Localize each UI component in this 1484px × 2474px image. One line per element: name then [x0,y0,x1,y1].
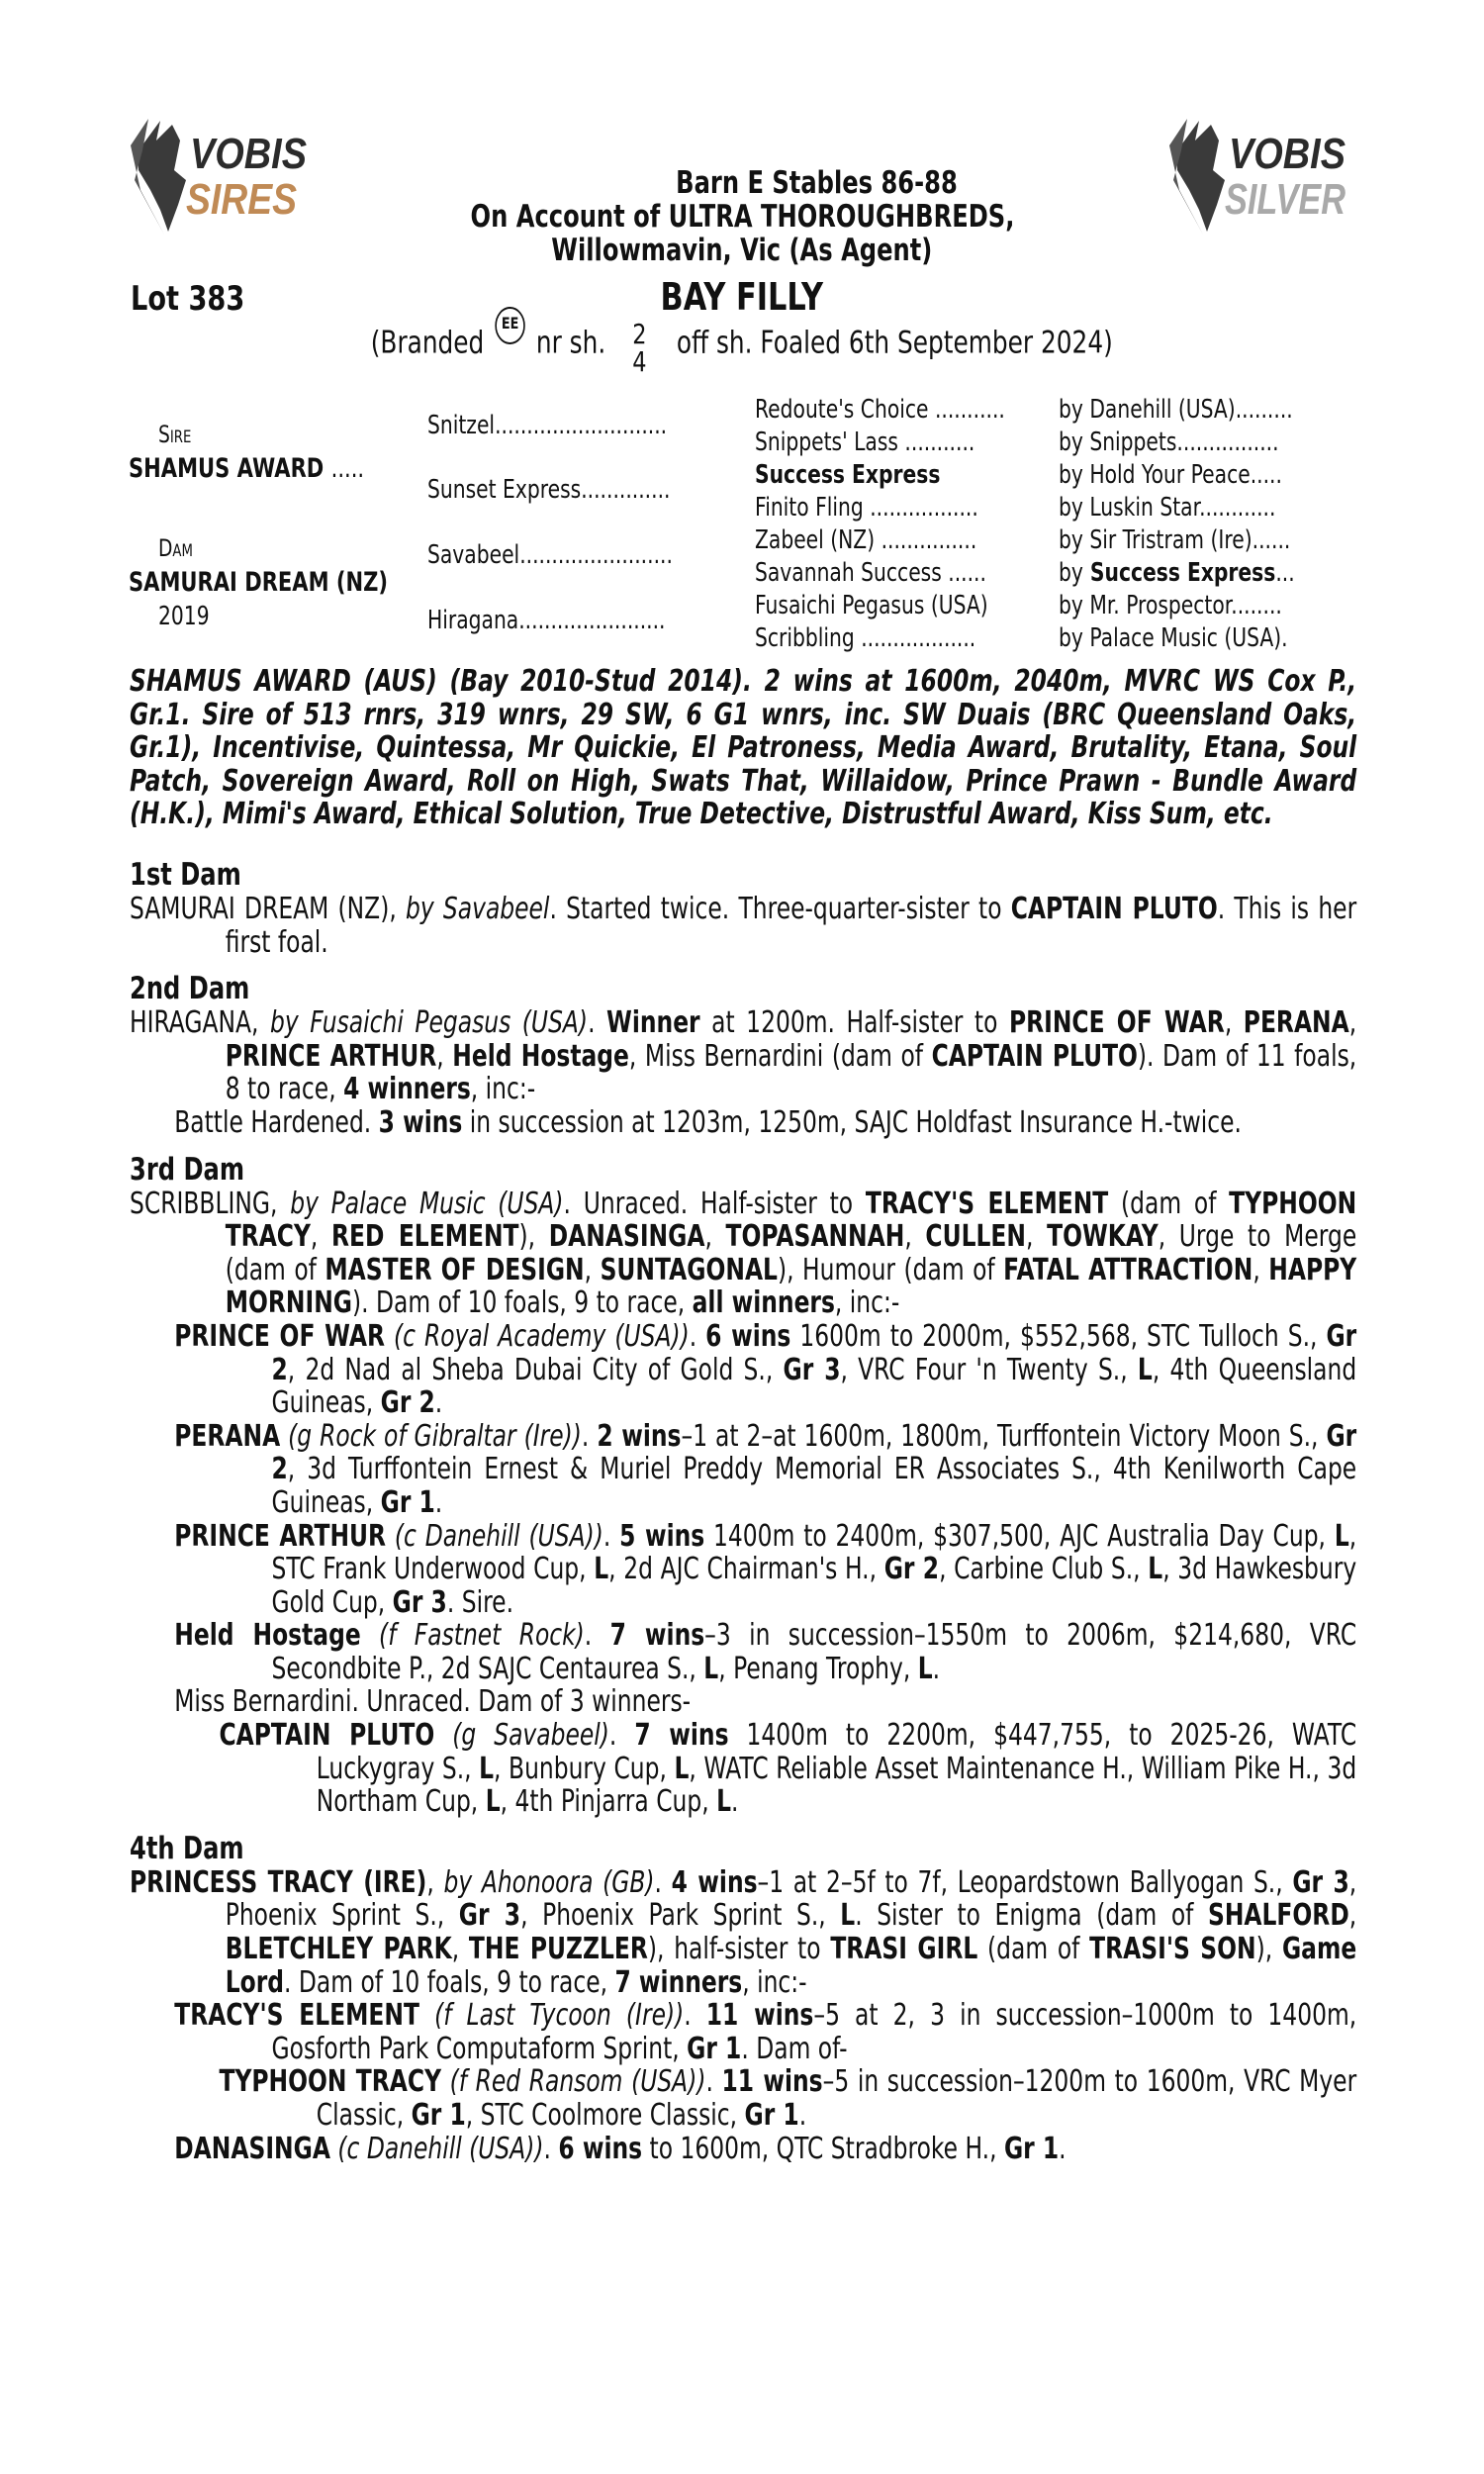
dam-foaling-year: 2019 [158,602,210,631]
dam-paragraph: HIRAGANA, by Fusaichi Pegasus (USA). Winner at 1200m. Half-sister to PRINCE OF WAR, PERANA, PRINCE ARTHUR, Held Hostage, Miss Bernardini (dam of CAPTAIN PLUTO). Dam of 11 foals, 8 to race, 4 winners, inc:- [130,1005,1357,1107]
dam-section [130,1831,1356,2165]
dam-name: SAMURAI DREAM (NZ) [129,567,389,598]
dam-section [130,857,1356,959]
pedigree-gen2-name: Hiragana [427,606,519,635]
pedigree-gen3-name: Finito Fling ................. [755,493,978,523]
dam-paragraph: PRINCESS TRACY (IRE), by Ahonoora (GB). 4 wins–1 at 2–5f to 7f, Leopardstown Ballyogan S., Gr 3, Phoenix Sprint S., Gr 3, Phoenix Park Sprint S., L. Sister to Enigma (dam of SHALFORD, BLETCHLEY PARK, THE PUZZLER), half-sister to TRASI GIRL (dam of TRASI'S SON), Game Lord. Dam of 10 foals, 9 to race, 7 winners, inc:- [130,1864,1357,2000]
dam-section-heading: 3rd Dam [130,1151,245,1188]
brand-near-side: nr sh. [536,325,606,361]
logo-right-line2: SILVER [1225,175,1346,224]
dam-paragraph: SCRIBBLING, by Palace Music (USA). Unraced. Half-sister to TRACY'S ELEMENT (dam of TYPHOON TRACY, RED ELEMENT), DANASINGA, TOPASANNAH, CULLEN, TOWKAY, Urge to Merge (dam of MASTER OF DESIGN, SUNTAGONAL), Humour (dam of FATAL ATTRACTION, HAPPY MORNING). Dam of 10 foals, 9 to race, all winners, inc:- [130,1186,1357,1321]
logo-left-line2: SIRES [186,175,297,224]
pedigree-gen3-name: Savannah Success ...... [755,558,986,588]
pedigree-gen2-name: Savabeel [427,540,520,570]
dam-section-heading: 1st Dam [130,857,241,893]
brand-line [0,314,1484,378]
brand-fraction-top: 2 [632,318,647,350]
pedigree-gen3-sire: by Hold Your Peace..... [1059,460,1282,490]
pedigree-gen3-name: Fusaichi Pegasus (USA) [755,591,988,620]
logo-left-line1: VOBIS [190,130,307,178]
vendor-place: Willowmavin, Vic (As Agent) [551,233,933,268]
dam-section [130,1152,1356,1819]
pedigree-gen2-entry: Hiragana....................... [427,606,666,635]
pedigree-gen3-sire: by Palace Music (USA). [1059,623,1288,653]
vendor-header [0,166,1484,267]
pedigree-gen2-name: Snitzel [427,411,496,440]
brand-prefix: (Branded [370,325,485,361]
progeny-entry: Miss Bernardini. Unraced. Dam of 3 winners- [174,1684,692,1720]
pedigree-gen3-sire: by Sir Tristram (Ire)...... [1059,525,1291,555]
dam-section [130,971,1356,1139]
brand-mark-icon: EE [496,307,525,344]
sire-name: SHAMUS AWARD ..... [129,453,365,484]
pedigree-gen3-sire: by Luskin Star............ [1059,493,1276,523]
lot-number: Lot 383 [131,279,245,319]
progeny-entry: Held Hostage (f Fastnet Rock). 7 wins–3 in succession–1550m to 2006m, $214,680, VRC Secondbite P., 2d SAJC Centaurea S., L, Penang Trophy, L. [174,1618,1357,1686]
pedigree-gen3-name: Snippets' Lass ........... [755,428,975,457]
horse-description: BAY FILLY [660,275,824,319]
pedigree-gen3-sire: by Snippets................ [1059,428,1279,457]
progeny-entry: PRINCE ARTHUR (c Danehill (USA)). 5 wins 1400m to 2400m, $307,500, AJC Australia Day Cup, L, STC Frank Underwood Cup, L, 2d AJC Chairman's H., Gr 2, Carbine Club S., L, 3d Hawkesbury Gold Cup, Gr 3. Sire. [174,1518,1357,1620]
pedigree-gen3-name: Scribbling .................. [755,623,976,653]
pedigree-gen3-sire: by Danehill (USA)......... [1059,395,1293,425]
sire-label: Sire [158,421,192,448]
pedigree-gen3-sire: by Mr. Prospector........ [1059,591,1282,620]
dam-label: Dam [158,534,193,562]
sire-summary: SHAMUS AWARD (AUS) (Bay 2010-Stud 2014). 2 wins at 1600m, 2040m, MVRC WS Cox P., Gr.1. Sire of 513 rnrs, 319 wnrs, 29 SW, 6 G1 wnrs, inc. SW Duais (BRC Queensland Oaks, Gr.1), Incentivise, Quintessa, Mr Quickie, El Patroness, Media Award, Brutality, Etana, Soul Patch, Sovereign Award, Roll on High, Swats That, Willaidow, Prince Prawn - Bundle Award (H.K.), Mimi's Award, Ethical Solution, True Detective, Distrustful Award, Kiss Sum, etc. [130,664,1357,832]
brand-fraction-bottom: 4 [632,345,647,378]
family-sections [130,857,1356,2165]
dam-section-heading: 2nd Dam [130,971,250,1007]
brand-suffix: off sh. Foaled 6th September 2024) [677,325,1114,361]
pedigree-gen3-name: Success Express [755,460,941,490]
stable-location: Barn E Stables 86-88 [675,165,958,201]
pedigree-gen2-name: Sunset Express [427,475,582,505]
progeny-entry: TYPHOON TRACY (f Red Ransom (USA)). 11 wins–5 in succession–1200m to 1600m, VRC Myer Classic, Gr 1, STC Coolmore Classic, Gr 1. [219,2064,1357,2133]
progeny-entry: Battle Hardened. 3 wins in succession at 1203m, 1250m, SAJC Holdfast Insurance H.-twice. [174,1104,1243,1140]
progeny-entry: TRACY'S ELEMENT (f Last Tycoon (Ire)). 11 wins–5 at 2, 3 in succession–1000m to 1400m, Gosforth Park Computaform Sprint, Gr 1. Dam of- [174,1998,1357,2066]
progeny-entry: DANASINGA (c Danehill (USA)). 6 wins to 1600m, QTC Stradbroke H., Gr 1. [174,2131,1067,2166]
pedigree-gen3-sire: by Success Express... [1059,558,1295,588]
pedigree-gen2-entry: Sunset Express.............. [427,475,671,505]
pedigree-gen2-entry: Savabeel........................ [427,540,673,570]
dam-paragraph: SAMURAI DREAM (NZ), by Savabeel. Started twice. Three-quarter-sister to CAPTAIN PLUTO. This is her first foal. [130,892,1357,960]
dam-section-heading: 4th Dam [130,1830,244,1866]
pedigree-gen3-name: Zabeel (NZ) ............... [755,525,977,555]
progeny-entry: PRINCE OF WAR (c Royal Academy (USA)). 6 wins 1600m to 2000m, $552,568, STC Tulloch S., Gr 2, 2d Nad al Sheba Dubai City of Gold S., Gr 3, VRC Four 'n Twenty S., L, 4th Queensland Guineas, Gr 2. [174,1318,1357,1421]
logo-right-line1: VOBIS [1229,130,1345,178]
brand-fraction [632,318,647,378]
progeny-entry: CAPTAIN PLUTO (g Savabeel). 7 wins 1400m to 2200m, $447,755, to 2025-26, WATC Luckygray S., L, Bunbury Cup, L, WATC Reliable Asset Maintenance H., William Pike H., 3d Northam Cup, L, 4th Pinjarra Cup, L. [219,1718,1357,1820]
pedigree-gen2-entry: Snitzel........................... [427,411,668,440]
pedigree-gen3-name: Redoute's Choice ........... [755,395,1005,425]
vendor-name: On Account of ULTRA THOROUGHBREDS, [470,199,1014,235]
progeny-entry: PERANA (g Rock of Gibraltar (Ire)). 2 wins–1 at 2–at 1600m, 1800m, Turffontein Victory Moon S., Gr 2, 3d Turffontein Ernest & Muriel Preddy Memorial ER Associates S., 4th Kenilworth Cape Guineas, Gr 1. [174,1418,1357,1520]
